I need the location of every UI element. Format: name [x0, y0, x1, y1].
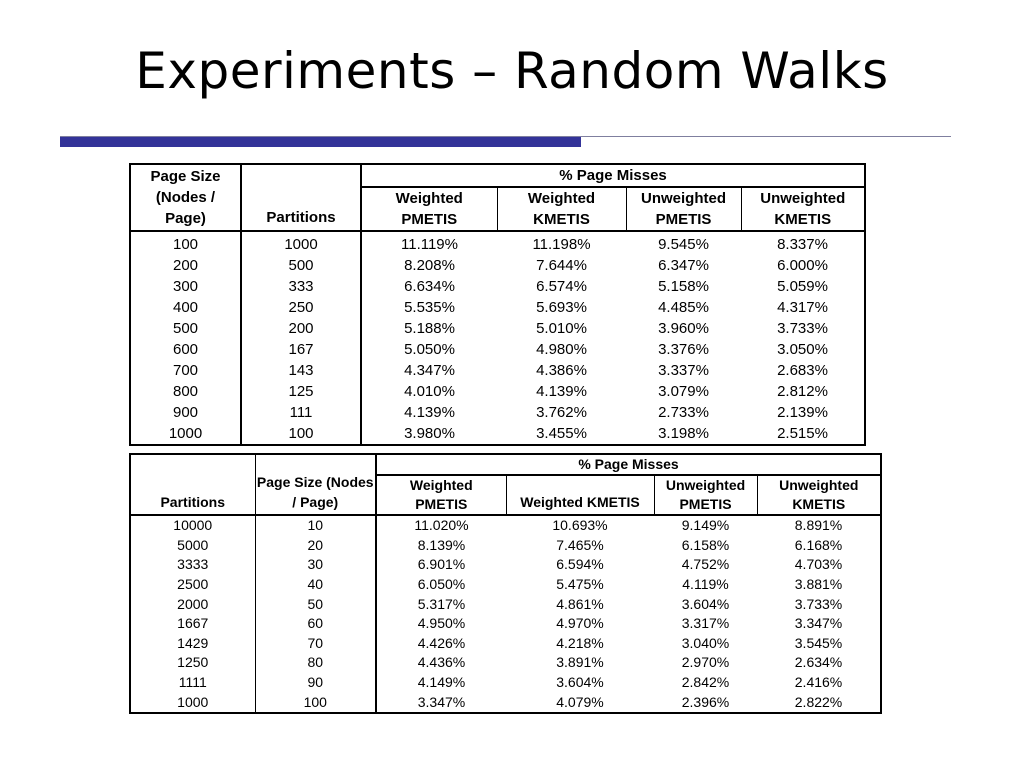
cell-unweighted-kmetis: 3.545% [794, 634, 843, 651]
cell-page-size: 300 [130, 276, 241, 297]
cell-unweighted-kmetis: 4.703% [794, 556, 843, 573]
cell-unweighted-kmetis: 6.000% [777, 257, 828, 274]
cell-unweighted-kmetis: 2.634% [794, 654, 843, 671]
table-row [130, 381, 865, 402]
cell-weighted-pmetis: 5.535% [404, 299, 455, 316]
cell-unweighted-pmetis: 3.079% [658, 383, 709, 400]
cell-page-size: 40 [255, 575, 376, 595]
cell-unweighted-kmetis: 2.683% [777, 362, 828, 379]
table-row [130, 594, 881, 614]
cell-page-size: 50 [255, 594, 376, 614]
cell-weighted-pmetis: 3.980% [404, 425, 455, 442]
cell-unweighted-pmetis: 9.545% [658, 236, 709, 253]
cell-weighted-pmetis: 5.188% [404, 320, 455, 337]
cell-weighted-kmetis: 5.010% [536, 320, 587, 337]
cell-page-size: 90 [255, 673, 376, 693]
cell-unweighted-pmetis: 2.396% [681, 693, 730, 710]
header-partitions: Partitions [130, 454, 255, 515]
table-row [130, 673, 881, 693]
cell-unweighted-pmetis: 3.198% [658, 425, 709, 442]
header-page-misses: % Page Misses [376, 454, 881, 475]
cell-unweighted-kmetis: 2.416% [794, 674, 843, 691]
header-unweighted-kmetis [741, 187, 865, 231]
cell-partitions: 10000 [130, 515, 255, 536]
cell-weighted-kmetis: 4.970% [556, 615, 604, 632]
cell-partitions: 125 [241, 381, 361, 402]
cell-page-size: 800 [130, 381, 241, 402]
header-unweighted-pmetis [654, 475, 757, 515]
cell-page-size: 70 [255, 634, 376, 654]
cell-weighted-pmetis: 4.436% [417, 654, 466, 671]
cell-partitions: 143 [241, 360, 361, 381]
table-row [130, 536, 881, 556]
header-page-size [130, 164, 241, 231]
table-row [130, 634, 881, 654]
cell-page-size: 900 [130, 402, 241, 423]
cell-partitions: 167 [241, 339, 361, 360]
results-table-2 [129, 453, 882, 714]
cell-unweighted-pmetis: 3.317% [681, 615, 730, 632]
cell-unweighted-kmetis: 5.059% [777, 278, 828, 295]
header-page-size-label: Page Size (Nodes / Page) [256, 474, 374, 510]
cell-unweighted-pmetis: 6.158% [681, 536, 730, 553]
cell-unweighted-pmetis: 3.604% [681, 595, 730, 612]
cell-weighted-pmetis: 5.050% [404, 341, 455, 358]
cell-weighted-pmetis: 8.208% [404, 257, 455, 274]
header-partitions: Partitions [241, 164, 361, 231]
table-row [130, 276, 865, 297]
cell-page-size: 20 [255, 536, 376, 556]
header-unweighted-kmetis [757, 475, 881, 515]
header-weighted-pmetis-label: Weighted PMETIS [395, 190, 463, 228]
cell-unweighted-kmetis: 2.139% [777, 404, 828, 421]
title-accent-bar [60, 137, 581, 147]
cell-page-size: 60 [255, 614, 376, 634]
slide-title: Experiments – Random Walks [135, 42, 889, 100]
cell-weighted-pmetis: 4.347% [404, 362, 455, 379]
cell-weighted-pmetis: 4.950% [417, 615, 466, 632]
cell-unweighted-kmetis: 3.347% [794, 615, 843, 632]
cell-partitions: 1000 [130, 692, 255, 713]
cell-partitions: 2000 [130, 594, 255, 614]
cell-weighted-kmetis: 5.693% [536, 299, 587, 316]
cell-unweighted-pmetis: 3.040% [681, 634, 730, 651]
header-weighted-pmetis [361, 187, 497, 231]
cell-weighted-pmetis: 5.317% [417, 595, 466, 612]
cell-weighted-kmetis: 4.386% [536, 362, 587, 379]
table-row [130, 515, 881, 536]
cell-weighted-pmetis: 8.139% [417, 536, 466, 553]
cell-weighted-kmetis: 7.465% [556, 536, 604, 553]
cell-weighted-kmetis: 4.861% [556, 595, 604, 612]
cell-partitions: 1250 [130, 653, 255, 673]
cell-unweighted-pmetis: 2.970% [681, 654, 730, 671]
header-page-size [255, 454, 376, 515]
cell-weighted-pmetis: 6.050% [417, 576, 466, 593]
cell-partitions: 250 [241, 297, 361, 318]
cell-partitions: 100 [241, 423, 361, 445]
cell-unweighted-pmetis: 5.158% [658, 278, 709, 295]
table-row [130, 297, 865, 318]
table-row [130, 339, 865, 360]
cell-weighted-kmetis: 4.139% [536, 383, 587, 400]
cell-weighted-pmetis: 4.010% [404, 383, 455, 400]
cell-unweighted-kmetis: 2.812% [777, 383, 828, 400]
cell-weighted-pmetis: 4.149% [417, 674, 466, 691]
header-page-misses: % Page Misses [361, 164, 865, 187]
cell-unweighted-kmetis: 3.050% [777, 341, 828, 358]
header-weighted-kmetis [497, 187, 626, 231]
cell-page-size: 500 [130, 318, 241, 339]
cell-page-size: 100 [255, 692, 376, 713]
cell-weighted-pmetis: 6.634% [404, 278, 455, 295]
header-unweighted-kmetis-label: Unweighted KMETIS [779, 477, 859, 512]
cell-page-size: 400 [130, 297, 241, 318]
cell-weighted-pmetis: 11.020% [414, 517, 469, 534]
cell-partitions: 1667 [130, 614, 255, 634]
cell-partitions: 3333 [130, 555, 255, 575]
cell-unweighted-kmetis: 2.822% [794, 693, 843, 710]
cell-weighted-kmetis: 3.604% [556, 674, 604, 691]
cell-page-size: 1000 [130, 423, 241, 445]
cell-page-size: 600 [130, 339, 241, 360]
cell-page-size: 100 [130, 231, 241, 255]
cell-unweighted-kmetis: 2.515% [777, 425, 828, 442]
cell-weighted-kmetis: 6.574% [536, 278, 587, 295]
cell-unweighted-pmetis: 9.149% [681, 517, 730, 534]
cell-unweighted-kmetis: 8.337% [777, 236, 828, 253]
cell-weighted-pmetis: 3.347% [417, 693, 466, 710]
table-row [130, 255, 865, 276]
cell-weighted-kmetis: 4.980% [536, 341, 587, 358]
header-unweighted-pmetis-label: Unweighted PMETIS [641, 190, 726, 228]
header-weighted-pmetis-label: Weighted PMETIS [409, 477, 473, 512]
cell-partitions: 1000 [241, 231, 361, 255]
cell-weighted-kmetis: 4.079% [556, 693, 604, 710]
table-row [130, 653, 881, 673]
header-unweighted-pmetis [626, 187, 741, 231]
cell-unweighted-kmetis: 3.881% [794, 576, 843, 593]
cell-weighted-kmetis: 6.594% [556, 556, 604, 573]
cell-partitions: 5000 [130, 536, 255, 556]
cell-unweighted-pmetis: 4.119% [682, 576, 729, 593]
cell-page-size: 30 [255, 555, 376, 575]
cell-unweighted-kmetis: 6.168% [794, 536, 843, 553]
cell-partitions: 1429 [130, 634, 255, 654]
cell-unweighted-pmetis: 6.347% [658, 257, 709, 274]
cell-unweighted-pmetis: 4.485% [658, 299, 709, 316]
header-unweighted-pmetis-label: Unweighted PMETIS [665, 477, 746, 512]
cell-unweighted-pmetis: 4.752% [681, 556, 730, 573]
header-weighted-kmetis-label: Weighted KMETIS [527, 190, 596, 228]
cell-page-size: 80 [255, 653, 376, 673]
cell-partitions: 111 [241, 402, 361, 423]
header-weighted-pmetis [376, 475, 506, 515]
cell-unweighted-kmetis: 8.891% [794, 517, 843, 534]
header-page-size-label: Page Size (Nodes / Page) [150, 168, 221, 227]
header-weighted-kmetis: Weighted KMETIS [506, 475, 654, 515]
cell-partitions: 200 [241, 318, 361, 339]
cell-unweighted-pmetis: 3.337% [658, 362, 709, 379]
cell-partitions: 1111 [130, 673, 255, 693]
results-table-2-body [130, 515, 881, 713]
results-table-1 [129, 163, 866, 446]
cell-unweighted-kmetis: 4.317% [777, 299, 828, 316]
cell-partitions: 500 [241, 255, 361, 276]
cell-page-size: 700 [130, 360, 241, 381]
cell-unweighted-pmetis: 3.960% [658, 320, 709, 337]
cell-weighted-kmetis: 3.891% [556, 654, 604, 671]
cell-weighted-kmetis: 3.762% [536, 404, 587, 421]
cell-weighted-kmetis: 7.644% [536, 257, 587, 274]
cell-unweighted-kmetis: 3.733% [777, 320, 828, 337]
cell-page-size: 200 [130, 255, 241, 276]
table-row [130, 318, 865, 339]
cell-weighted-pmetis: 4.139% [404, 404, 455, 421]
cell-weighted-kmetis: 3.455% [536, 425, 587, 442]
cell-unweighted-kmetis: 3.733% [794, 595, 843, 612]
table-row [130, 614, 881, 634]
cell-partitions: 333 [241, 276, 361, 297]
cell-weighted-pmetis: 11.119% [401, 236, 458, 253]
table-row [130, 575, 881, 595]
table-row [130, 555, 881, 575]
cell-weighted-kmetis: 5.475% [556, 576, 604, 593]
table-row [130, 360, 865, 381]
cell-weighted-kmetis: 11.198% [532, 236, 591, 253]
table-row [130, 231, 865, 255]
cell-partitions: 2500 [130, 575, 255, 595]
header-unweighted-kmetis-label: Unweighted KMETIS [760, 190, 846, 228]
cell-page-size: 10 [255, 515, 376, 536]
cell-unweighted-pmetis: 2.733% [658, 404, 709, 421]
results-table-1-body [130, 231, 865, 445]
cell-weighted-kmetis: 4.218% [556, 634, 604, 651]
cell-weighted-pmetis: 4.426% [417, 634, 466, 651]
cell-weighted-kmetis: 10.693% [552, 517, 608, 534]
cell-weighted-pmetis: 6.901% [417, 556, 466, 573]
table-row [130, 423, 865, 445]
cell-unweighted-pmetis: 3.376% [658, 341, 709, 358]
table-row [130, 692, 881, 713]
table-row [130, 402, 865, 423]
cell-unweighted-pmetis: 2.842% [681, 674, 730, 691]
